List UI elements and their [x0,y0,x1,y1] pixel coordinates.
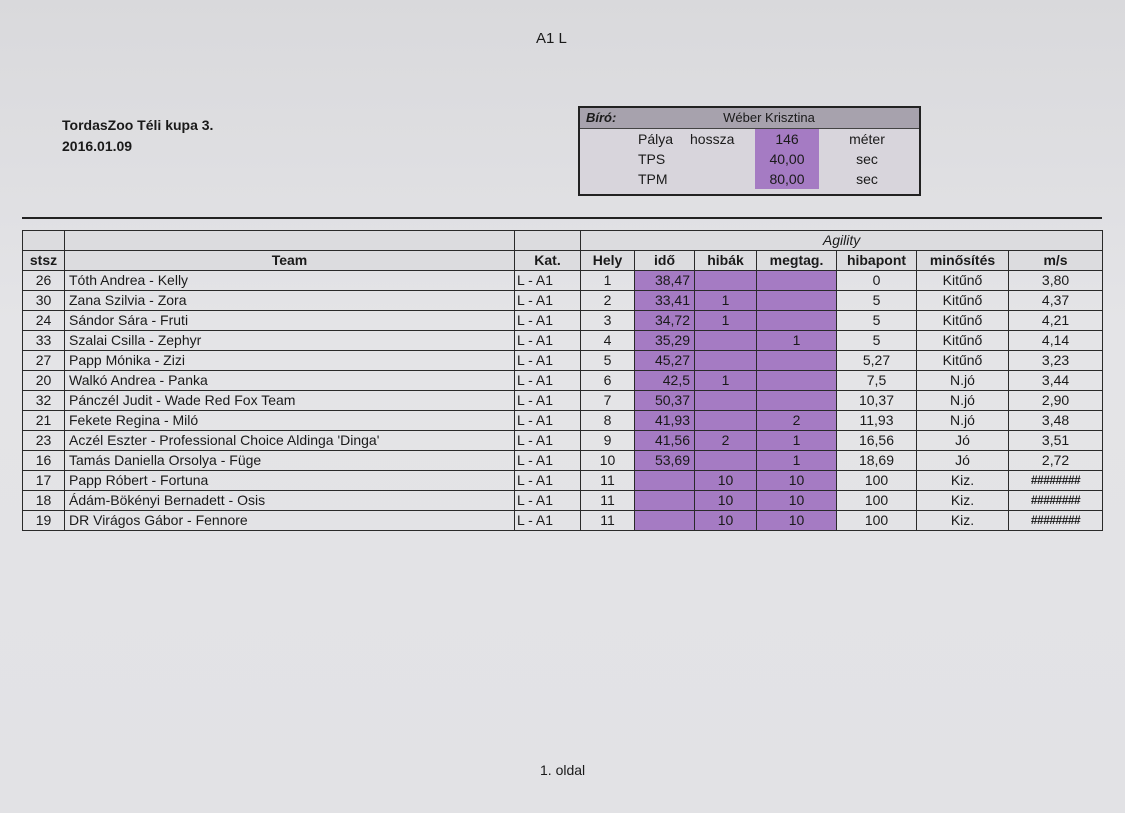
cell-hibak: 10 [695,511,757,531]
table-row [23,471,1103,491]
cell-ido: 33,41 [635,291,695,311]
cell-stsz: 24 [23,311,65,331]
tpm-unit: sec [856,171,878,187]
cell-hibak: 10 [695,491,757,511]
tps-value: 40,00 [755,149,819,169]
group-header-row [23,231,1103,251]
cell-hibapont: 10,37 [837,391,917,411]
table-row [23,331,1103,351]
cell-hely: 9 [581,431,635,451]
cell-megtag [757,271,837,291]
judge-row [580,108,919,129]
cell-hely: 8 [581,411,635,431]
header-ms: m/s [1009,251,1103,271]
header-hibapont: hibapont [837,251,917,271]
cell-minosites: Kitűnő [917,271,1009,291]
cell-kat: L - A1 [515,371,581,391]
cell-hibak [695,271,757,291]
table-row [23,511,1103,531]
cell-hibapont: 100 [837,491,917,511]
cell-ms: ######## [1009,491,1103,511]
cell-minosites: N.jó [917,371,1009,391]
tpm-label: TPM [638,171,668,187]
blank-header-cell [23,231,65,251]
table-row [23,391,1103,411]
header-stsz: stsz [23,251,65,271]
cell-kat: L - A1 [515,291,581,311]
cell-stsz: 23 [23,431,65,451]
results-table [22,230,1103,531]
cell-minosites: Kitűnő [917,311,1009,331]
cell-minosites: Kiz. [917,491,1009,511]
event-title: TordasZoo Téli kupa 3. [62,117,214,133]
table-row [23,411,1103,431]
cell-stsz: 27 [23,351,65,371]
table-row [23,271,1103,291]
cell-megtag [757,371,837,391]
cell-team: Tamás Daniella Orsolya - Füge [65,451,515,471]
cell-minosites: N.jó [917,411,1009,431]
cell-hibapont: 5,27 [837,351,917,371]
cell-ms: 4,37 [1009,291,1103,311]
cell-megtag: 1 [757,431,837,451]
header-kat: Kat. [515,251,581,271]
cell-stsz: 33 [23,331,65,351]
table-row [23,451,1103,471]
cell-ms: 3,48 [1009,411,1103,431]
table-row [23,371,1103,391]
cell-megtag [757,291,837,311]
header-ido: idő [635,251,695,271]
cell-hely: 11 [581,511,635,531]
cell-hibak: 1 [695,291,757,311]
cell-team: Papp Mónika - Zizi [65,351,515,371]
course-label-2: hossza [690,131,735,147]
cell-hely: 2 [581,291,635,311]
cell-hely: 10 [581,451,635,471]
cell-kat: L - A1 [515,411,581,431]
cell-stsz: 18 [23,491,65,511]
cell-hibapont: 5 [837,311,917,331]
cell-hibak [695,451,757,471]
cell-hibapont: 7,5 [837,371,917,391]
cell-ido: 50,37 [635,391,695,411]
cell-hely: 7 [581,391,635,411]
cell-ido [635,511,695,531]
cell-megtag: 2 [757,411,837,431]
cell-stsz: 21 [23,411,65,431]
cell-team: DR Virágos Gábor - Fennore [65,511,515,531]
cell-ido: 38,47 [635,271,695,291]
table-row [23,291,1103,311]
cell-hibapont: 18,69 [837,451,917,471]
cell-hely: 11 [581,471,635,491]
cell-hibak: 1 [695,371,757,391]
cell-minosites: Kitűnő [917,331,1009,351]
cell-ido: 35,29 [635,331,695,351]
cell-hibapont: 0 [837,271,917,291]
cell-team: Sándor Sára - Fruti [65,311,515,331]
cell-hely: 3 [581,311,635,331]
cell-megtag [757,311,837,331]
header-team: Team [65,251,515,271]
column-header-row [23,251,1103,271]
cell-ms: 3,23 [1009,351,1103,371]
cell-megtag: 1 [757,451,837,471]
cell-hely: 5 [581,351,635,371]
cell-team: Szalai Csilla - Zephyr [65,331,515,351]
cell-hibak [695,331,757,351]
header-megtag: megtag. [757,251,837,271]
table-row [23,491,1103,511]
cell-team: Pánczél Judit - Wade Red Fox Team [65,391,515,411]
cell-ms: 2,72 [1009,451,1103,471]
table-row [23,351,1103,371]
cell-ms: ######## [1009,471,1103,491]
judge-label: Bíró: [586,110,617,125]
tpm-label-2 [690,169,755,189]
table-row [23,431,1103,451]
cell-stsz: 17 [23,471,65,491]
cell-minosites: Jó [917,451,1009,471]
cell-stsz: 30 [23,291,65,311]
judge-name: Wéber Krisztina [723,110,815,125]
cell-hely: 6 [581,371,635,391]
cell-megtag: 10 [757,471,837,491]
cell-hibak: 1 [695,311,757,331]
cell-kat: L - A1 [515,491,581,511]
cell-hely: 11 [581,491,635,511]
cell-megtag: 1 [757,331,837,351]
cell-megtag: 10 [757,491,837,511]
cell-team: Tóth Andrea - Kelly [65,271,515,291]
tps-row [580,149,919,169]
cell-ido [635,491,695,511]
cell-stsz: 26 [23,271,65,291]
cell-ido: 34,72 [635,311,695,331]
cell-minosites: Kiz. [917,511,1009,531]
cell-hibak [695,351,757,371]
cell-kat: L - A1 [515,271,581,291]
cell-hibak [695,391,757,411]
cell-ms: 3,44 [1009,371,1103,391]
cell-team: Ádám-Bökényi Bernadett - Osis [65,491,515,511]
cell-minosites: N.jó [917,391,1009,411]
tpm-row [580,169,919,189]
tps-label: TPS [638,151,666,167]
tpm-value: 80,00 [755,169,819,189]
blank-header-cell [65,231,515,251]
cell-ido: 42,5 [635,371,695,391]
cell-hibapont: 11,93 [837,411,917,431]
cell-ms: 3,51 [1009,431,1103,451]
cell-ido: 41,93 [635,411,695,431]
header-hely: Hely [581,251,635,271]
header-hibak: hibák [695,251,757,271]
cell-ms: ######## [1009,511,1103,531]
cell-team: Walkó Andrea - Panka [65,371,515,391]
cell-hibapont: 5 [837,331,917,351]
cell-kat: L - A1 [515,391,581,411]
cell-ms: 3,80 [1009,271,1103,291]
cell-kat: L - A1 [515,451,581,471]
page-header: A1 L [536,30,567,47]
tps-label-2 [690,149,755,169]
agility-group-header: Agility [581,231,1103,251]
cell-team: Fekete Regina - Miló [65,411,515,431]
cell-ms: 4,21 [1009,311,1103,331]
separator-line [22,217,1102,219]
cell-hibapont: 100 [837,471,917,491]
cell-stsz: 32 [23,391,65,411]
tps-unit: sec [856,151,878,167]
cell-hely: 4 [581,331,635,351]
cell-team: Papp Róbert - Fortuna [65,471,515,491]
cell-ido: 53,69 [635,451,695,471]
cell-stsz: 19 [23,511,65,531]
course-length-value: 146 [755,129,819,149]
event-date: 2016.01.09 [62,138,133,154]
cell-kat: L - A1 [515,311,581,331]
cell-hibak: 2 [695,431,757,451]
cell-hibapont: 16,56 [837,431,917,451]
cell-hibapont: 100 [837,511,917,531]
cell-team: Zana Szilvia - Zora [65,291,515,311]
header-minosites: minősítés [917,251,1009,271]
cell-ido: 45,27 [635,351,695,371]
cell-team: Aczél Eszter - Professional Choice Aldinga 'Dinga' [65,431,515,451]
cell-ido: 41,56 [635,431,695,451]
cell-hibak: 10 [695,471,757,491]
cell-hibapont: 5 [837,291,917,311]
cell-ms: 4,14 [1009,331,1103,351]
cell-kat: L - A1 [515,331,581,351]
cell-stsz: 16 [23,451,65,471]
cell-minosites: Kitűnő [917,291,1009,311]
cell-kat: L - A1 [515,351,581,371]
table-row [23,311,1103,331]
cell-megtag [757,351,837,371]
cell-megtag [757,391,837,411]
cell-hibak [695,411,757,431]
cell-minosites: Kiz. [917,471,1009,491]
cell-stsz: 20 [23,371,65,391]
course-label: Pálya [638,131,674,147]
cell-kat: L - A1 [515,511,581,531]
cell-ido [635,471,695,491]
course-length-unit: méter [849,131,885,147]
cell-kat: L - A1 [515,431,581,451]
cell-minosites: Kitűnő [917,351,1009,371]
page-number: 1. oldal [540,762,586,778]
cell-megtag: 10 [757,511,837,531]
cell-ms: 2,90 [1009,391,1103,411]
judge-info-box [578,106,921,196]
course-length-row [580,129,919,149]
blank-header-cell [515,231,581,251]
cell-minosites: Jó [917,431,1009,451]
cell-kat: L - A1 [515,471,581,491]
cell-hely: 1 [581,271,635,291]
